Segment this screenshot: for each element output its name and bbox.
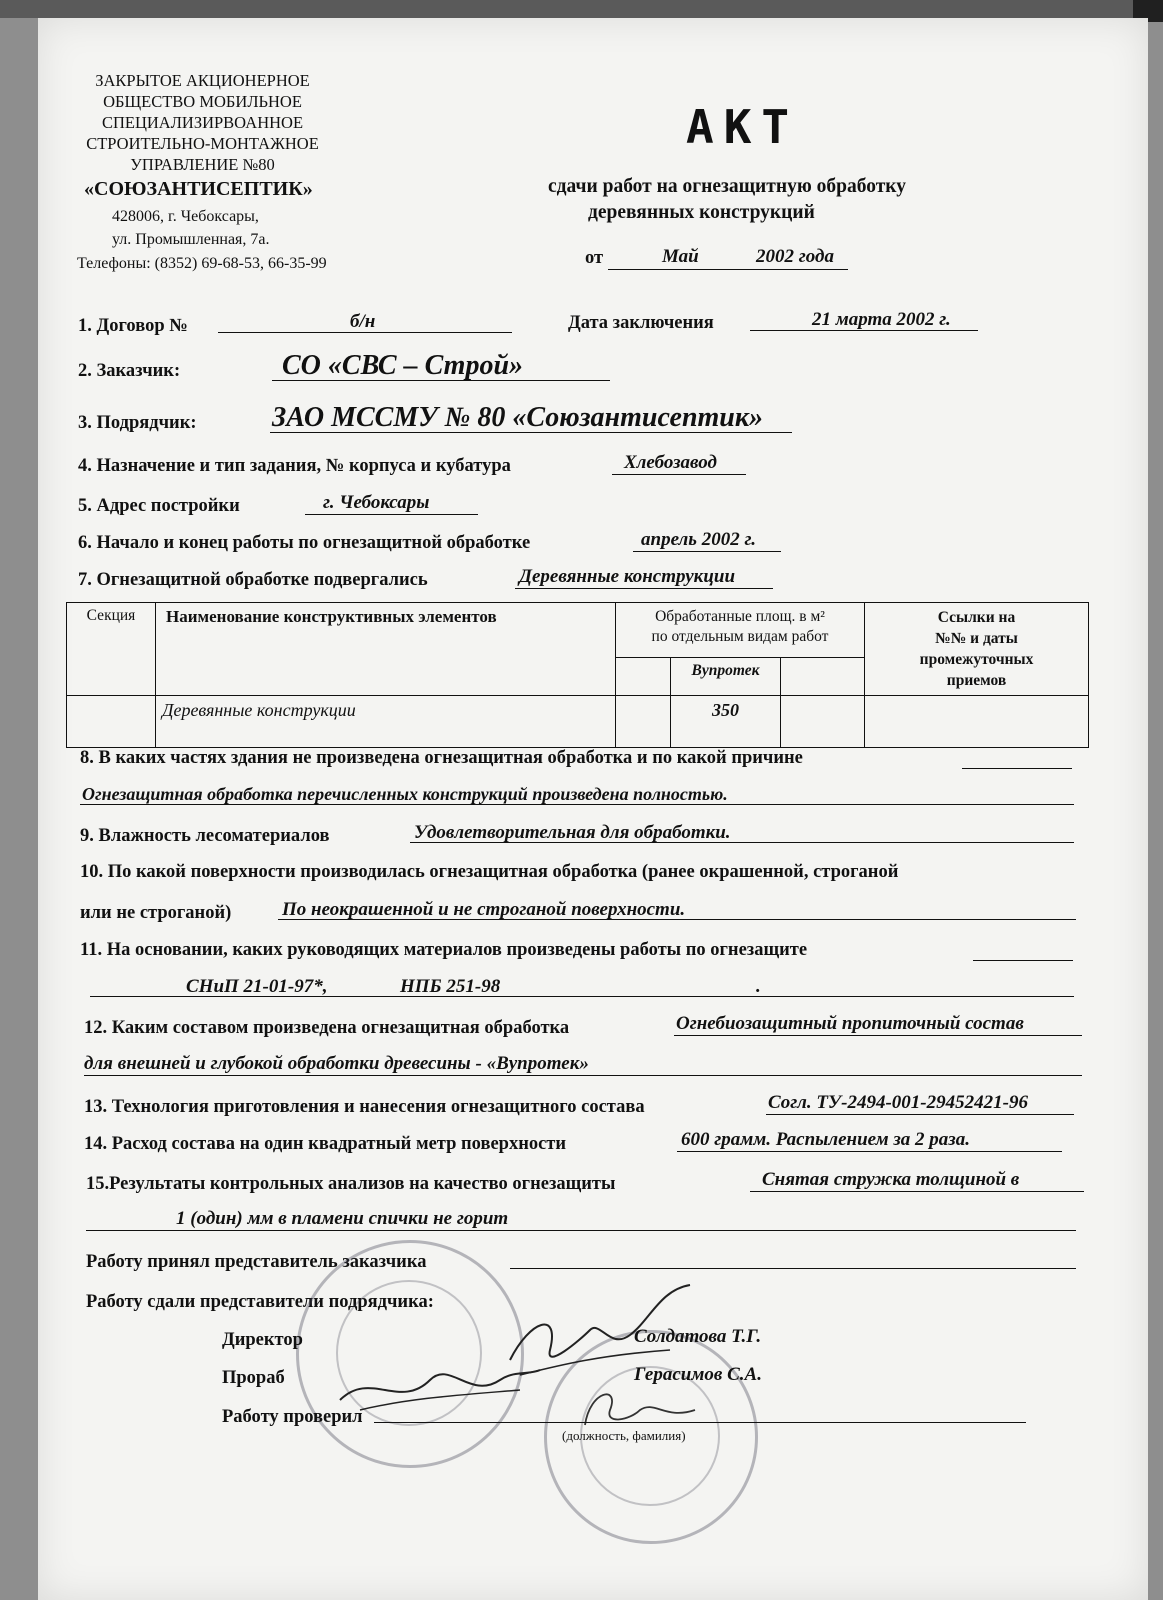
field-14-value: 600 грамм. Распылением за 2 раза.: [681, 1129, 970, 1150]
field-1-label: 1. Договор №: [78, 316, 188, 336]
field-2-value: СО «СВС – Строй»: [282, 350, 524, 381]
org-address-1: 428006, г. Чебоксары,: [112, 208, 259, 225]
field-9-label: 9. Влажность лесоматериалов: [80, 826, 330, 846]
checked-caption: (должность, фамилия): [562, 1428, 686, 1443]
field-9-value: Удовлетворительная для обработки.: [414, 822, 731, 843]
act-date-month: Май: [662, 246, 699, 267]
row-cell-empty-1: [616, 696, 671, 748]
field-8-label: 8. В каких частях здания не произведена огнезащитная обработка и по какой причине: [80, 748, 803, 768]
org-line: УПРАВЛЕНИЕ №80: [130, 155, 275, 174]
org-phones: Телефоны: (8352) 69-68-53, 66-35-99: [77, 255, 327, 272]
field-11-value-1: СНиП 21-01-97*,: [186, 976, 328, 997]
field-12-label: 12. Каким составом произведена огнезащитная обработка: [84, 1018, 570, 1038]
field-4-value: Хлебозавод: [624, 452, 717, 473]
col-header-refs-line-4: приемов: [946, 672, 1007, 689]
field-10-value: По неокрашенной и не строганой поверхности.: [282, 899, 686, 920]
foreman-name: Герасимов С.А.: [634, 1364, 762, 1385]
director-name: Солдатова Т.Г.: [634, 1326, 762, 1347]
field-2-label: 2. Заказчик:: [78, 361, 181, 381]
row-cell-empty-2: [781, 696, 865, 748]
org-address-2: ул. Промышленная, 7а.: [112, 231, 270, 248]
checked-label: Работу проверил: [222, 1407, 363, 1427]
col-header-refs-line-2: №№ и даты: [935, 630, 1018, 647]
col-header-refs: [865, 603, 1089, 696]
org-line: СТРОИТЕЛЬНО-МОНТАЖНОЕ: [86, 134, 319, 153]
field-11-label: 11. На основании, каких руководящих материалов произведены работы по огнезащите: [80, 940, 808, 960]
row-refs: [865, 696, 1089, 748]
elements-table: [66, 602, 1089, 748]
org-name: «СОЮЗАНТИСЕПТИК»: [84, 178, 313, 200]
scan-background: [0, 0, 1163, 18]
field-3-label: 3. Подрядчик:: [78, 413, 197, 433]
field-11-line-a: [973, 940, 1073, 961]
handed-label: Работу сдали представители подрядчика:: [86, 1292, 434, 1312]
field-1-date-value: 21 марта 2002 г.: [812, 309, 951, 330]
org-line: СПЕЦИАЛИЗИРВОАННОЕ: [101, 113, 304, 132]
field-3-value: ЗАО МССМУ № 80 «Союзантисептик»: [272, 402, 764, 433]
col-sub-vuprotek: Вупротек: [671, 657, 781, 695]
foreman-label: Прораб: [222, 1368, 285, 1388]
field-8-line-a: [962, 748, 1072, 769]
row-section: [67, 696, 156, 748]
field-1-value: б/н: [350, 311, 376, 332]
field-6-value: апрель 2002 г.: [641, 529, 756, 550]
field-1-date-label: Дата заключения: [568, 313, 714, 333]
org-line: ОБЩЕСТВО МОБИЛЬНОЕ: [103, 92, 302, 111]
act-subtitle-1: сдачи работ на огнезащитную обработку: [548, 176, 906, 197]
field-13-value: Согл. ТУ-2494-001-29452421-96: [768, 1092, 1028, 1113]
field-12-value-1: Огнебиозащитный пропиточный состав: [676, 1013, 1024, 1034]
row-name: Деревянные конструкции: [156, 696, 616, 748]
field-6-label: 6. Начало и конец работы по огнезащитной обработке: [78, 533, 531, 553]
accepted-line: [510, 1248, 1076, 1269]
field-10-label-1: 10. По какой поверхности производилась огнезащитная обработка (ранее окрашенной, строганой: [80, 862, 899, 882]
row-value: 350: [671, 696, 781, 748]
field-14-label: 14. Расход состава на один квадратный метр поверхности: [84, 1134, 567, 1154]
accepted-label: Работу принял представитель заказчика: [86, 1252, 427, 1272]
col-header-name: Наименование конструктивных элементов: [156, 603, 616, 696]
act-subtitle-2: деревянных конструкций: [588, 202, 815, 223]
field-7-label: 7. Огнезащитной обработке подвергались: [78, 570, 428, 590]
field-11-value-2: НПБ 251-98: [400, 976, 501, 997]
field-7-value: Деревянные конструкции: [519, 566, 736, 587]
field-13-label: 13. Технология приготовления и нанесения огнезащитного состава: [84, 1097, 645, 1117]
col-header-section: Секция: [67, 603, 156, 696]
field-5-value: г. Чебоксары: [323, 492, 430, 513]
org-line: ЗАКРЫТОЕ АКЦИОНЕРНОЕ: [95, 71, 310, 90]
field-8-value: Огнезащитная обработка перечисленных конструкций произведена полностью.: [82, 784, 728, 804]
col-header-refs-line-3: промежуточных: [919, 651, 1034, 668]
col-header-area-line-1: Обработанные площ. в м²: [655, 608, 825, 625]
col-sub-empty-1: [616, 657, 671, 695]
col-header-area: [616, 603, 865, 658]
act-title: АКТ: [686, 100, 800, 154]
org-block: [70, 70, 335, 175]
act-date-prefix: от: [585, 248, 604, 268]
act-date-year: 2002 года: [756, 246, 834, 267]
director-label: Директор: [222, 1330, 303, 1350]
table-row: [67, 696, 1089, 748]
col-header-refs-line-1: Ссылки на: [937, 609, 1016, 626]
col-sub-empty-2: [781, 657, 865, 695]
field-15-value-2: 1 (один) мм в пламени спички не горит: [176, 1208, 509, 1229]
field-12-value-2: для внешней и глубокой обработки древесины - «Вупротек»: [84, 1053, 589, 1074]
field-5-label: 5. Адрес постройки: [78, 496, 240, 516]
field-4-label: 4. Назначение и тип задания, № корпуса и кубатура: [78, 456, 511, 476]
checked-line: [374, 1402, 1026, 1423]
col-header-area-line-2: по отдельным видам работ: [651, 628, 829, 645]
field-11-dot: .: [756, 976, 761, 997]
field-15-value-1: Снятая стружка толщиной в: [762, 1169, 1020, 1190]
field-10-label-2: или не строганой): [80, 903, 232, 923]
field-15-label: 15.Результаты контрольных анализов на качество огнезащиты: [86, 1174, 616, 1194]
